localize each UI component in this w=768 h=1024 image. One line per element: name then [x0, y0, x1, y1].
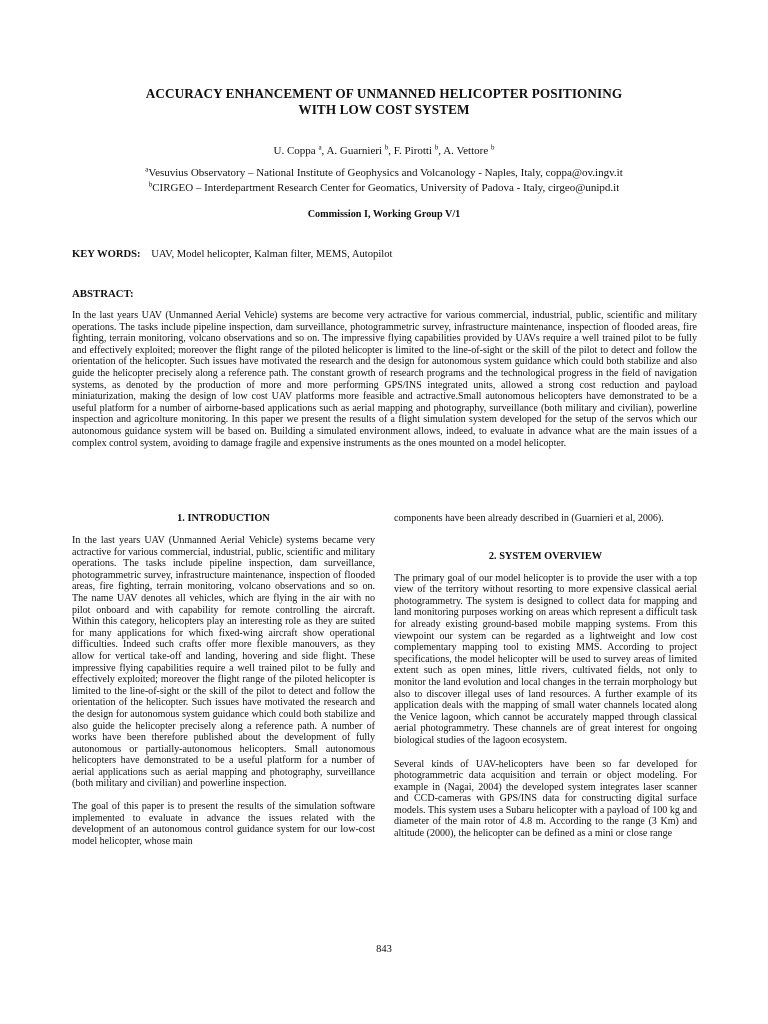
abstract-heading: ABSTRACT: — [72, 288, 134, 300]
affil-text: CIRGEO – Interdepartment Research Center for Geomatics, University of Padova - Italy, cirgeo@unipd.it — [152, 181, 620, 194]
author-list: U. Coppa $^a$, A. Guarnieri $^b$, F. Pirotti $^b$, A. Vettore $^b$ — [273, 143, 495, 157]
paragraph: The goal of this paper is to present the results of the simulation software implemented to evaluate in advance the issues related with the development of an autonomous control guidance system for our low-cost model helicopter, whose main — [72, 801, 375, 847]
keywords — [72, 248, 702, 262]
section-heading-introduction: 1. INTRODUCTION — [177, 513, 270, 524]
keywords-text: UAV, Model helicopter, Kalman filter, MEMS, Autopilot — [151, 249, 393, 260]
keywords-label: KEY WORDS: — [72, 249, 141, 260]
affiliation — [60, 166, 708, 181]
author-affil-mark: b — [434, 143, 439, 152]
affiliation — [60, 181, 708, 196]
title-line-1: ACCURACY ENHANCEMENT OF UNMANNED HELICOPTER POSITIONING — [145, 86, 623, 101]
paragraph: Several kinds of UAV-helicopters have been so far developed for photogrammetric data acquisition and terrain or object modeling. For example in (Nagai, 2004) the developed system integrates laser scanner and CCD-cameras with GPS/INS data for constructing digital surface models. This system uses a Subaru helicopter with a payload of 100 kg and diameter of the main rotor of 4.8 m. According to the range (3 Km) and altitude (2000), the helicopter can be defined as a mini or close range — [394, 758, 697, 840]
affil-mark: a — [145, 165, 149, 174]
section-heading-system-overview: 2. SYSTEM OVERVIEW — [488, 550, 603, 562]
affil-text: Vesuvius Observatory – National Institute of Geophysics and Volcanology - Naples, Italy, coppa@ov.ingv.it — [148, 167, 623, 179]
right-column — [394, 513, 697, 840]
abstract-text: In the last years UAV (Unmanned Aerial Vehicle) systems are become very actractive for various commercial, industrial, public, scientific and military operations. The tasks include pipeline inspection, dam surveillance, photogrammetric survey, infrastructure maintenance, inspection of flooded areas, fire fighting, terrain monitoring, volcano observations and so on. The impressive flying capabilities provided by UAVs require a well trained pilot to be fully and effectively exploited; moreover the flight range of the piloted helicopter is limited to the line-of-sight or the skill of the pilot to detect and follow the orientation of the helicopter. Such issues have motivated the research and the design for autonomous system guidance which could both stabilize and also guide the helicopter precisely along a reference path. The constant growth of research programs and the technological progress in the field of navigation systems, as denoted by the production of more and more performing GPS/INS integrated units, allowed a strong cost reduction and payload miniaturization, making the design of low cost UAV platforms more feasible and actractive.Small autonomous helicopters have demonstrated to be a useful platform for a number of airborne-based applications such as aerial mapping and photography, surveillance (both military and civilian), powerline inspection and agricolture monitoring. In this paper we present the results of a flight simulation system developed for the setup of the servos which our autonomous guidance system will be based on. Building a simulated environment allows, indeed, to evaluate in advance what are the main issues of a complex control system, avoiding to damage fragile and expensive instruments as the ones mounted on a model helicopter. — [72, 310, 697, 449]
author-name: U. Coppa — [273, 145, 316, 157]
author-name: A. Guarnieri — [326, 145, 383, 157]
author-affil-mark: a — [318, 143, 322, 152]
page-number: 843 — [376, 944, 392, 955]
left-column — [72, 513, 375, 847]
author-name: F. Pirotti — [393, 145, 433, 157]
commission-line: Commission I, Working Group V/1 — [307, 209, 461, 220]
author-affil-mark: b — [384, 143, 389, 152]
affil-mark: b — [148, 179, 153, 188]
author-name: A. Vettore — [443, 145, 489, 157]
title-line-2: WITH LOW COST SYSTEM — [298, 102, 470, 117]
paragraph-continuation: components have been already described in (Guarnieri et al, 2006). — [394, 513, 664, 524]
author-affil-mark: b — [490, 143, 495, 152]
paper-title — [60, 86, 708, 118]
paragraph: The primary goal of our model helicopter is to provide the user with a top view of the territory without resorting to more expensive classical aerial photogrammetry. The system is designed to collect data for mapping and land monitoring purposes working on areas which represent a difficult task for already existing ground-based mobile mapping systems. From this viewpoint our system can be regarded as a lightweight and low cost complementary mapping tool to existing MMS. According to project specifications, the model helicopter will be used to survey areas of limited extent such as open mines, little rivers, cultivated fields, not only to monitor the land evolution and local changes in the terrain morphology but also to discover illegal uses of land resources. A further example of its application deals with the mapping of small water channels located along the Venice lagoon, which cannot be accurately mapped through classical aerial photogrammetry. These channels are of great interest for ongoing biological studies of the lagoon ecosystem. — [394, 572, 697, 746]
affiliations — [60, 166, 708, 195]
paragraph: In the last years UAV (Unmanned Aerial Vehicle) systems became very actractive for various commercial, industrial, public, scientific and military operations. The tasks include pipeline inspection, dam surveillance, photogrammetric survey, infrastructure maintenance, inspection of flooded areas, fire fighting, terrain monitoring, volcano observations and so on. The name UAV denotes all vehicles, which are flying in the air with no pilot onboard and with capability for remote controlling the aircraft. Within this category, helicopters play an interesting role as they are suited for many applications for which fixed-wing aircraft show operational difficulties. Indeed such crafts offer more flexible manouvers, as they allow for vertical take-off and landing, hovering and side flight. These impressive flying capabilities require a well trained pilot to be fully and effectively exploited; moreover the flight range of the piloted helicopter is limited to the line-of-sight or the skill of the pilot to detect and follow the orientation of the helicopter. Such issues have motivated the research and the design for autonomous system guidance which could both stabilize and also guide the helicopter precisely along a reference path. A number of works have been therefore published about the development of fully autonomous or partially-autonomous helicopters. Small autonomous helicopters have demonstrated to be a useful platform for a number of aerial applications such as aerial mapping and photography, surveillance (both military and civilian) and powerline inspection. — [72, 535, 375, 790]
